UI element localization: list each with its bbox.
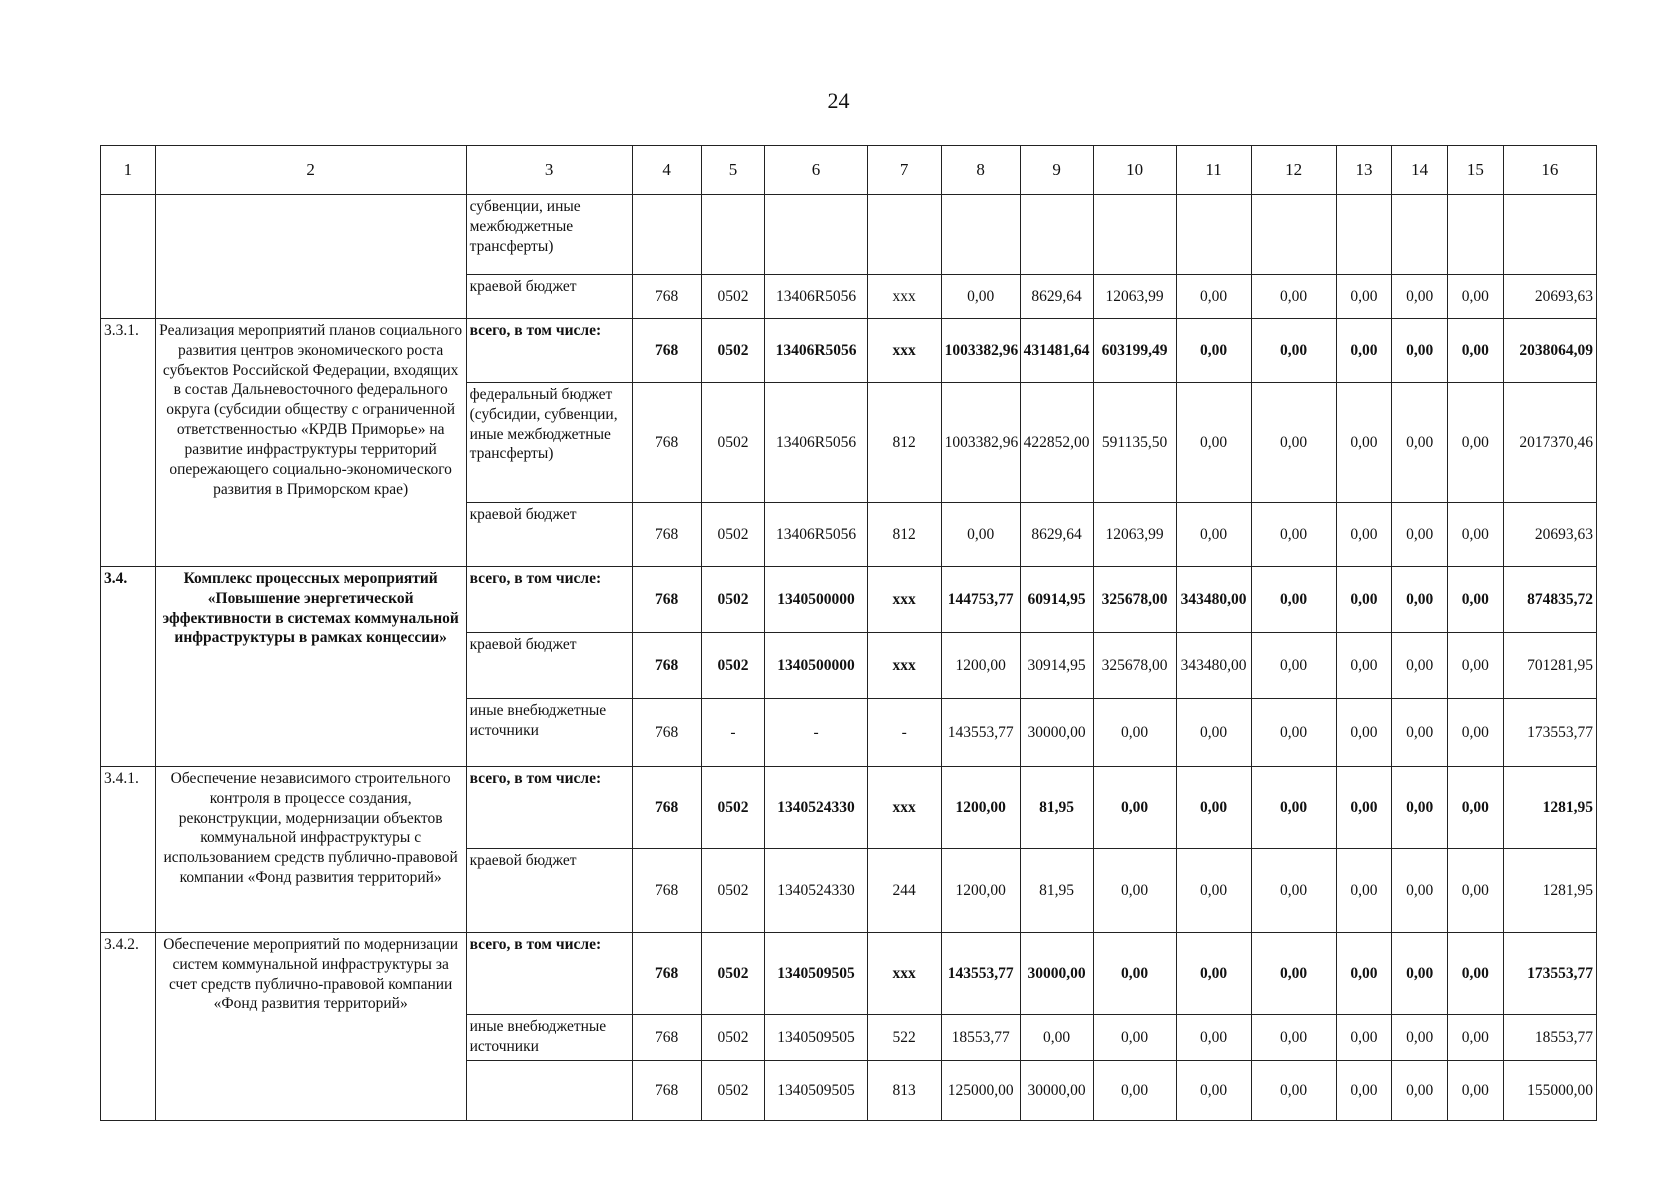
value-cell: 8629,64 [1020, 503, 1093, 567]
value-cell: 0,00 [1093, 1061, 1176, 1121]
value-cell: 0,00 [1251, 767, 1336, 849]
value-cell: 768 [632, 1015, 701, 1061]
value-cell: 0,00 [1448, 275, 1504, 319]
value-cell: 0,00 [1251, 699, 1336, 767]
value-cell: 0,00 [1392, 849, 1448, 933]
value-cell: 0,00 [1176, 933, 1251, 1015]
value-cell: 0,00 [1336, 275, 1392, 319]
value-cell: 1200,00 [941, 849, 1020, 933]
value-cell: 0,00 [1448, 567, 1504, 633]
value-cell: 343480,00 [1176, 633, 1251, 699]
value-cell: 431481,64 [1020, 319, 1093, 383]
table-row [101, 933, 1597, 1015]
value-cell: 0,00 [1251, 275, 1336, 319]
value-cell: 0,00 [1392, 767, 1448, 849]
value-cell: 30000,00 [1020, 933, 1093, 1015]
value-cell: 0,00 [1448, 503, 1504, 567]
value-cell: 81,95 [1020, 849, 1093, 933]
value-cell: 0,00 [1392, 1015, 1448, 1061]
value-cell: 768 [632, 275, 701, 319]
value-cell: 0,00 [1093, 933, 1176, 1015]
value-cell: 0502 [701, 383, 765, 503]
value-cell: 0502 [701, 275, 765, 319]
value-cell: - [765, 699, 867, 767]
value-cell: 0502 [701, 1015, 765, 1061]
table-row [101, 767, 1597, 849]
value-cell: 0,00 [1392, 503, 1448, 567]
item-number: 3.4.2. [101, 933, 156, 1121]
funding-source [466, 1061, 632, 1121]
value-cell: 0,00 [1336, 633, 1392, 699]
value-cell: 522 [867, 1015, 941, 1061]
value-cell: 81,95 [1020, 767, 1093, 849]
value-cell: 0,00 [1336, 383, 1392, 503]
value-cell: 768 [632, 567, 701, 633]
table-row [101, 567, 1597, 633]
value-cell: - [867, 699, 941, 767]
value-cell: xxx [867, 633, 941, 699]
value-cell [701, 195, 765, 275]
value-cell [1448, 195, 1504, 275]
value-cell: 0,00 [1336, 319, 1392, 383]
value-cell: 13406R5056 [765, 275, 867, 319]
value-cell: 0,00 [1251, 319, 1336, 383]
value-cell: 768 [632, 319, 701, 383]
value-cell: 768 [632, 849, 701, 933]
value-cell: 20693,63 [1503, 503, 1596, 567]
item-number: 3.4.1. [101, 767, 156, 933]
column-header: 9 [1020, 146, 1093, 195]
column-header: 1 [101, 146, 156, 195]
value-cell: 768 [632, 767, 701, 849]
value-cell: 0502 [701, 849, 765, 933]
value-cell [1503, 195, 1596, 275]
funding-source: субвенции, иные межбюджетные трансферты) [466, 195, 632, 275]
value-cell: 0,00 [1392, 933, 1448, 1015]
value-cell: 0,00 [1448, 383, 1504, 503]
value-cell: 2038064,09 [1503, 319, 1596, 383]
value-cell: 1281,95 [1503, 767, 1596, 849]
value-cell: 0,00 [1448, 849, 1504, 933]
column-header: 4 [632, 146, 701, 195]
value-cell: 18553,77 [1503, 1015, 1596, 1061]
value-cell: 0,00 [1336, 849, 1392, 933]
item-number: 3.3.1. [101, 319, 156, 567]
value-cell: 768 [632, 503, 701, 567]
value-cell: 125000,00 [941, 1061, 1020, 1121]
funding-source: краевой бюджет [466, 275, 632, 319]
value-cell [632, 195, 701, 275]
value-cell: 0,00 [1176, 275, 1251, 319]
value-cell: 0,00 [1176, 767, 1251, 849]
value-cell: 12063,99 [1093, 503, 1176, 567]
value-cell: 244 [867, 849, 941, 933]
value-cell: 0,00 [1392, 1061, 1448, 1121]
funding-source: краевой бюджет [466, 633, 632, 699]
table-row [101, 319, 1597, 383]
value-cell: 0,00 [1093, 699, 1176, 767]
item-name: Реализация мероприятий планов социального развития центров экономического роста субъектов Российской Федерации, входящих в состав Дальневосточного федерального округа (субсидии обществу с ограниченной ответственностью «КРДВ Приморье» на развитие инфраструктуры территорий опережающего социально-экономического развития в Приморском крае) [155, 319, 466, 567]
item-name: Обеспечение независимого строительного контроля в процессе создания, реконструкции, модернизации объектов коммунальной инфраструктуры с использованием средств публично-правовой компании «Фонд развития территорий» [155, 767, 466, 933]
value-cell: 0502 [701, 1061, 765, 1121]
value-cell: 0,00 [1020, 1015, 1093, 1061]
value-cell: 155000,00 [1503, 1061, 1596, 1121]
value-cell: - [701, 699, 765, 767]
value-cell: 1003382,96 [941, 383, 1020, 503]
value-cell: 0,00 [1176, 1061, 1251, 1121]
funding-source: всего, в том числе: [466, 319, 632, 383]
value-cell: 143553,77 [941, 933, 1020, 1015]
value-cell: 0,00 [1251, 933, 1336, 1015]
column-header: 16 [1503, 146, 1596, 195]
value-cell: 0,00 [1336, 567, 1392, 633]
value-cell: 0,00 [1251, 849, 1336, 933]
value-cell [765, 195, 867, 275]
value-cell: 422852,00 [1020, 383, 1093, 503]
item-name: Обеспечение мероприятий по модернизации систем коммунальной инфраструктуры за счет средств публично-правовой компании «Фонд развития территорий» [155, 933, 466, 1121]
value-cell: 30000,00 [1020, 1061, 1093, 1121]
value-cell: 0,00 [1336, 503, 1392, 567]
value-cell: 0,00 [1336, 699, 1392, 767]
value-cell: 0502 [701, 503, 765, 567]
value-cell: 0,00 [1251, 503, 1336, 567]
column-header: 8 [941, 146, 1020, 195]
column-header: 6 [765, 146, 867, 195]
value-cell: 0,00 [1176, 1015, 1251, 1061]
value-cell: xxx [867, 933, 941, 1015]
value-cell: 0,00 [1336, 1061, 1392, 1121]
value-cell: 1340509505 [765, 1015, 867, 1061]
value-cell: 812 [867, 503, 941, 567]
funding-source: краевой бюджет [466, 849, 632, 933]
funding-source: всего, в том числе: [466, 567, 632, 633]
value-cell: 0,00 [1251, 1061, 1336, 1121]
value-cell: 768 [632, 633, 701, 699]
value-cell: 144753,77 [941, 567, 1020, 633]
value-cell: 325678,00 [1093, 567, 1176, 633]
value-cell: 0,00 [1448, 319, 1504, 383]
value-cell: 173553,77 [1503, 699, 1596, 767]
value-cell: 1340524330 [765, 767, 867, 849]
value-cell: xxx [867, 319, 941, 383]
value-cell: 0,00 [1176, 383, 1251, 503]
value-cell: 768 [632, 699, 701, 767]
value-cell: 1281,95 [1503, 849, 1596, 933]
value-cell: 0,00 [1392, 633, 1448, 699]
value-cell: 343480,00 [1176, 567, 1251, 633]
column-header: 13 [1336, 146, 1392, 195]
value-cell: 813 [867, 1061, 941, 1121]
table-row [101, 195, 1597, 275]
value-cell: 0,00 [1176, 503, 1251, 567]
value-cell: 0,00 [1251, 567, 1336, 633]
value-cell: 0,00 [1392, 699, 1448, 767]
value-cell: 0,00 [1176, 849, 1251, 933]
value-cell: 591135,50 [1093, 383, 1176, 503]
value-cell: 0,00 [941, 503, 1020, 567]
value-cell: 768 [632, 383, 701, 503]
value-cell: 0,00 [1392, 319, 1448, 383]
value-cell: 2017370,46 [1503, 383, 1596, 503]
funding-source: федеральный бюджет (субсидии, субвенции, иные межбюджетные трансферты) [466, 383, 632, 503]
value-cell: 143553,77 [941, 699, 1020, 767]
funding-source: краевой бюджет [466, 503, 632, 567]
value-cell: 0,00 [1448, 1015, 1504, 1061]
column-header: 11 [1176, 146, 1251, 195]
value-cell: 12063,99 [1093, 275, 1176, 319]
value-cell: 1200,00 [941, 633, 1020, 699]
column-header: 3 [466, 146, 632, 195]
value-cell: 30000,00 [1020, 699, 1093, 767]
value-cell: 13406R5056 [765, 319, 867, 383]
value-cell: 325678,00 [1093, 633, 1176, 699]
value-cell: 0502 [701, 319, 765, 383]
funding-source: иные внебюджетные источники [466, 1015, 632, 1061]
value-cell: 0,00 [1392, 275, 1448, 319]
value-cell: 0,00 [1093, 849, 1176, 933]
value-cell: 701281,95 [1503, 633, 1596, 699]
value-cell: 0502 [701, 767, 765, 849]
column-header: 5 [701, 146, 765, 195]
funding-source: иные внебюджетные источники [466, 699, 632, 767]
value-cell: 812 [867, 383, 941, 503]
value-cell [1093, 195, 1176, 275]
value-cell [1336, 195, 1392, 275]
value-cell: 0,00 [1392, 567, 1448, 633]
value-cell: xxx [867, 567, 941, 633]
value-cell: 0,00 [1251, 383, 1336, 503]
value-cell: 0,00 [1176, 699, 1251, 767]
column-header: 10 [1093, 146, 1176, 195]
column-header: 12 [1251, 146, 1336, 195]
value-cell: 0,00 [1336, 1015, 1392, 1061]
item-name [155, 195, 466, 319]
value-cell: 1003382,96 [941, 319, 1020, 383]
value-cell: 1340524330 [765, 849, 867, 933]
value-cell: 0,00 [1448, 699, 1504, 767]
column-header: 15 [1448, 146, 1504, 195]
value-cell: 0502 [701, 567, 765, 633]
value-cell: 0,00 [1093, 1015, 1176, 1061]
value-cell: 0,00 [941, 275, 1020, 319]
funding-source: всего, в том числе: [466, 767, 632, 849]
value-cell: 0502 [701, 633, 765, 699]
value-cell: 768 [632, 933, 701, 1015]
value-cell: 0,00 [1392, 383, 1448, 503]
column-header: 2 [155, 146, 466, 195]
item-number [101, 195, 156, 319]
value-cell [1392, 195, 1448, 275]
value-cell: 0,00 [1093, 767, 1176, 849]
value-cell: 0,00 [1336, 933, 1392, 1015]
value-cell [941, 195, 1020, 275]
value-cell: 18553,77 [941, 1015, 1020, 1061]
value-cell [867, 195, 941, 275]
value-cell [1251, 195, 1336, 275]
value-cell: 0502 [701, 933, 765, 1015]
column-header: 7 [867, 146, 941, 195]
item-name: Комплекс процессных мероприятий «Повышение энергетической эффективности в системах коммунальной инфраструктуры в рамках концессии» [155, 567, 466, 767]
value-cell: 20693,63 [1503, 275, 1596, 319]
value-cell: 60914,95 [1020, 567, 1093, 633]
value-cell: 13406R5056 [765, 503, 867, 567]
value-cell: 0,00 [1176, 319, 1251, 383]
column-header: 14 [1392, 146, 1448, 195]
table-header-row [101, 146, 1597, 195]
value-cell: 768 [632, 1061, 701, 1121]
value-cell: 0,00 [1448, 633, 1504, 699]
value-cell: 30914,95 [1020, 633, 1093, 699]
funding-source: всего, в том числе: [466, 933, 632, 1015]
value-cell: 0,00 [1448, 933, 1504, 1015]
value-cell: 1340500000 [765, 567, 867, 633]
value-cell [1020, 195, 1093, 275]
budget-table [100, 145, 1597, 1121]
value-cell: 173553,77 [1503, 933, 1596, 1015]
value-cell: xxx [867, 767, 941, 849]
value-cell: 1340509505 [765, 933, 867, 1015]
value-cell: 1340509505 [765, 1061, 867, 1121]
value-cell: 0,00 [1336, 767, 1392, 849]
value-cell: 1200,00 [941, 767, 1020, 849]
value-cell: 874835,72 [1503, 567, 1596, 633]
item-number: 3.4. [101, 567, 156, 767]
page-number: 24 [827, 88, 850, 113]
value-cell: 0,00 [1448, 1061, 1504, 1121]
value-cell: 603199,49 [1093, 319, 1176, 383]
value-cell [1176, 195, 1251, 275]
value-cell: 0,00 [1251, 633, 1336, 699]
value-cell: 13406R5056 [765, 383, 867, 503]
value-cell: 1340500000 [765, 633, 867, 699]
value-cell: 0,00 [1251, 1015, 1336, 1061]
value-cell: 0,00 [1448, 767, 1504, 849]
value-cell: 8629,64 [1020, 275, 1093, 319]
value-cell: xxx [867, 275, 941, 319]
